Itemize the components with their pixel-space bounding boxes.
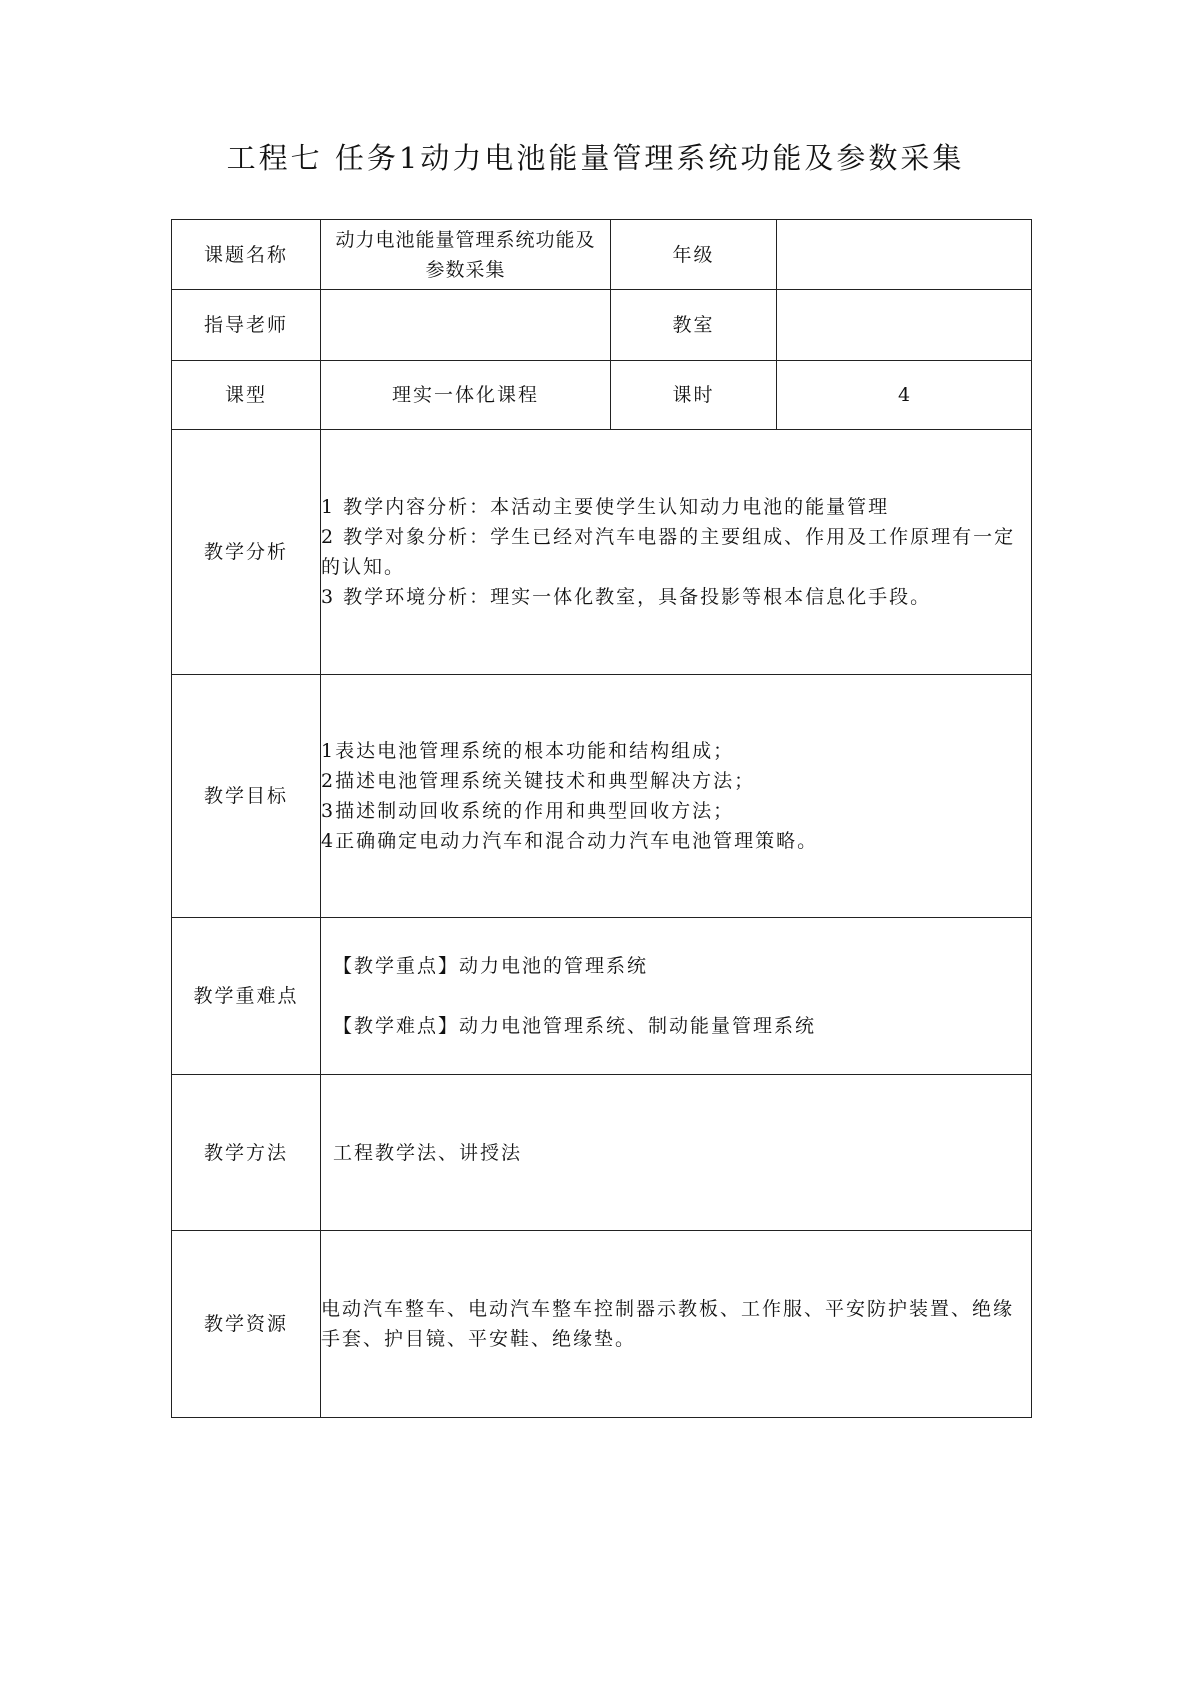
row-course-type — [172, 361, 1032, 430]
topic-value-line2: 参数采集 — [425, 258, 506, 281]
teaching-focus: 【教学重点】动力电池的管理系统 — [333, 955, 649, 977]
key-points-label: 教学重难点 — [172, 918, 321, 1075]
analysis-item: 3 教学环境分析：理实一体化教室，具备投影等根本信息化手段。 — [321, 586, 932, 608]
course-type-value: 理实一体化课程 — [321, 361, 611, 430]
goals-content — [321, 675, 1032, 918]
classroom-label: 教室 — [611, 290, 777, 361]
topic-value-line1: 动力电池能量管理系统功能及 — [335, 228, 596, 251]
methods-value: 工程教学法、讲授法 — [321, 1075, 1032, 1231]
row-key-points — [172, 918, 1032, 1075]
teacher-value — [321, 290, 611, 361]
teaching-difficulty: 【教学难点】动力电池管理系统、制动能量管理系统 — [333, 1015, 817, 1037]
row-analysis — [172, 430, 1032, 675]
teacher-label: 指导老师 — [172, 290, 321, 361]
row-methods — [172, 1075, 1032, 1231]
row-resources — [172, 1231, 1032, 1418]
course-type-label: 课型 — [172, 361, 321, 430]
topic-label: 课题名称 — [172, 220, 321, 290]
analysis-item: 2 教学对象分析：学生已经对汽车电器的主要组成、作用及工作原理有一定的认知。 — [321, 526, 1016, 578]
goal-item: 2描述电池管理系统关键技术和典型解决方法； — [321, 770, 756, 792]
row-goals — [172, 675, 1032, 918]
goals-label: 教学目标 — [172, 675, 321, 918]
grade-value — [777, 220, 1032, 290]
methods-label: 教学方法 — [172, 1075, 321, 1231]
goal-item: 4正确确定电动力汽车和混合动力汽车电池管理策略。 — [321, 830, 819, 852]
spacer — [333, 981, 1031, 1011]
class-hours-value: 4 — [777, 361, 1032, 430]
lesson-plan-table — [171, 219, 1032, 1418]
analysis-label: 教学分析 — [172, 430, 321, 675]
resources-value: 电动汽车整车、电动汽车整车控制器示教板、工作服、平安防护装置、绝缘手套、护目镜、平安鞋、绝缘垫。 — [321, 1231, 1032, 1418]
topic-value — [321, 220, 611, 290]
key-points-content — [321, 918, 1032, 1075]
analysis-content — [321, 430, 1032, 675]
goal-item: 3描述制动回收系统的作用和典型回收方法； — [321, 800, 735, 822]
document-title: 工程七 任务1动力电池能量管理系统功能及参数采集 — [226, 141, 965, 175]
analysis-item: 1 教学内容分析：本活动主要使学生认知动力电池的能量管理 — [321, 496, 890, 518]
goal-item: 1表达电池管理系统的根本功能和结构组成； — [321, 740, 735, 762]
row-topic — [172, 220, 1032, 290]
resources-label: 教学资源 — [172, 1231, 321, 1418]
classroom-value — [777, 290, 1032, 361]
row-teacher — [172, 290, 1032, 361]
class-hours-label: 课时 — [611, 361, 777, 430]
grade-label: 年级 — [611, 220, 777, 290]
